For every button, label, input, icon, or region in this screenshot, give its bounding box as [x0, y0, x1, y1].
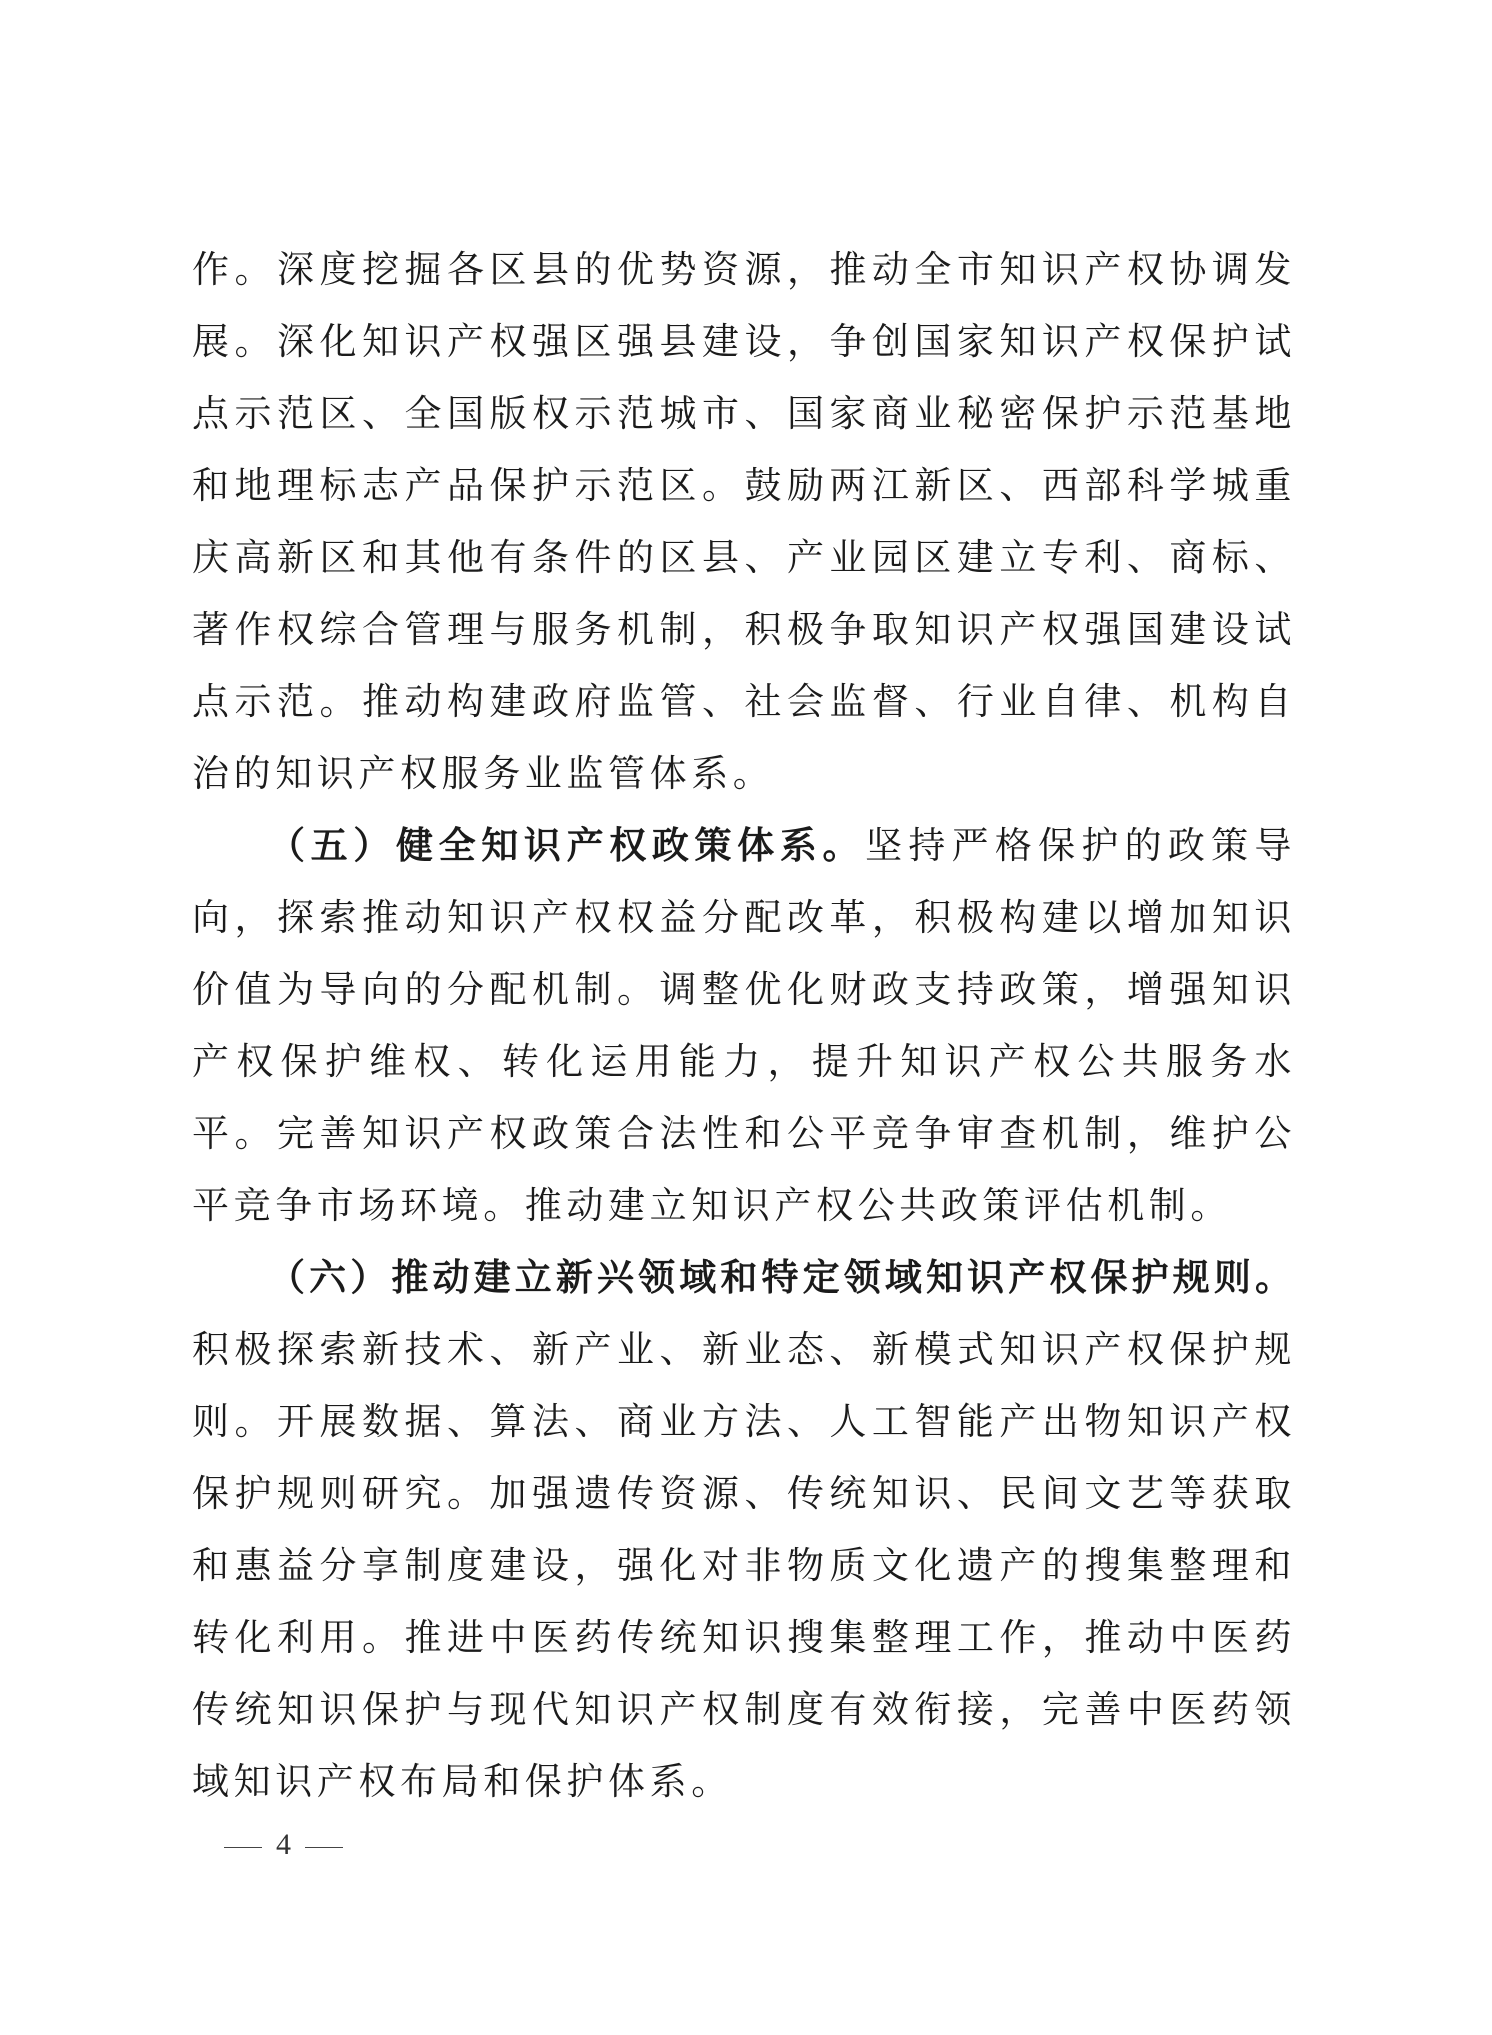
- footer-dash-right: [305, 1847, 343, 1848]
- text-line: 庆高新区和其他有条件的区县、产业园区建立专利、商标、: [192, 536, 1296, 579]
- text-line: 域知识产权布局和保护体系。: [192, 1760, 733, 1803]
- text-line: 和地理标志产品保护示范区。鼓励两江新区、西部科学城重: [192, 464, 1296, 507]
- text-line: [192, 1242, 1296, 1314]
- document-body: [192, 234, 1296, 1818]
- text-line: 点示范。推动构建政府监管、社会监督、行业自律、机构自: [192, 680, 1296, 723]
- section-heading-5: （五）健全知识产权政策体系。: [268, 824, 866, 867]
- text-line: 作。深度挖掘各区县的优势资源，推动全市知识产权协调发: [192, 248, 1296, 291]
- text-line: 治的知识产权服务业监管体系。: [192, 752, 775, 795]
- footer-dash-left: [224, 1847, 262, 1848]
- text-line: [192, 810, 1296, 882]
- text-line: 价值为导向的分配机制。调整优化财政支持政策，增强知识: [192, 968, 1296, 1011]
- text-line: 保护规则研究。加强遗传资源、传统知识、民间文艺等获取: [192, 1472, 1296, 1515]
- text-span: 坚持严格保护的政策导: [865, 824, 1297, 867]
- text-line: 则。开展数据、算法、商业方法、人工智能产出物知识产权: [192, 1400, 1296, 1443]
- text-line: 点示范区、全国版权示范城市、国家商业秘密保护示范基地: [192, 392, 1296, 435]
- text-line: 展。深化知识产权强区强县建设，争创国家知识产权保护试: [192, 320, 1296, 363]
- text-line: 转化利用。推进中医药传统知识搜集整理工作，推动中医药: [192, 1616, 1296, 1659]
- text-line: 传统知识保护与现代知识产权制度有效衔接，完善中医药领: [192, 1688, 1296, 1731]
- text-line: 积极探索新技术、新产业、新业态、新模式知识产权保护规: [192, 1328, 1296, 1371]
- text-line: 产权保护维权、转化运用能力，提升知识产权公共服务水: [192, 1040, 1296, 1083]
- text-line: 和惠益分享制度建设，强化对非物质文化遗产的搜集整理和: [192, 1544, 1296, 1587]
- page-footer: [224, 1828, 343, 1862]
- text-line: 平。完善知识产权政策合法性和公平竞争审查机制，维护公: [192, 1112, 1296, 1155]
- text-line: 平竞争市场环境。推动建立知识产权公共政策评估机制。: [192, 1184, 1232, 1227]
- text-line: 著作权综合管理与服务机制，积极争取知识产权强国建设试: [192, 608, 1296, 651]
- page-number: 4: [276, 1828, 291, 1861]
- section-heading-6: （六）推动建立新兴领域和特定领域知识产权保护规则。: [268, 1256, 1296, 1299]
- text-line: 向，探索推动知识产权权益分配改革，积极构建以增加知识: [192, 896, 1296, 939]
